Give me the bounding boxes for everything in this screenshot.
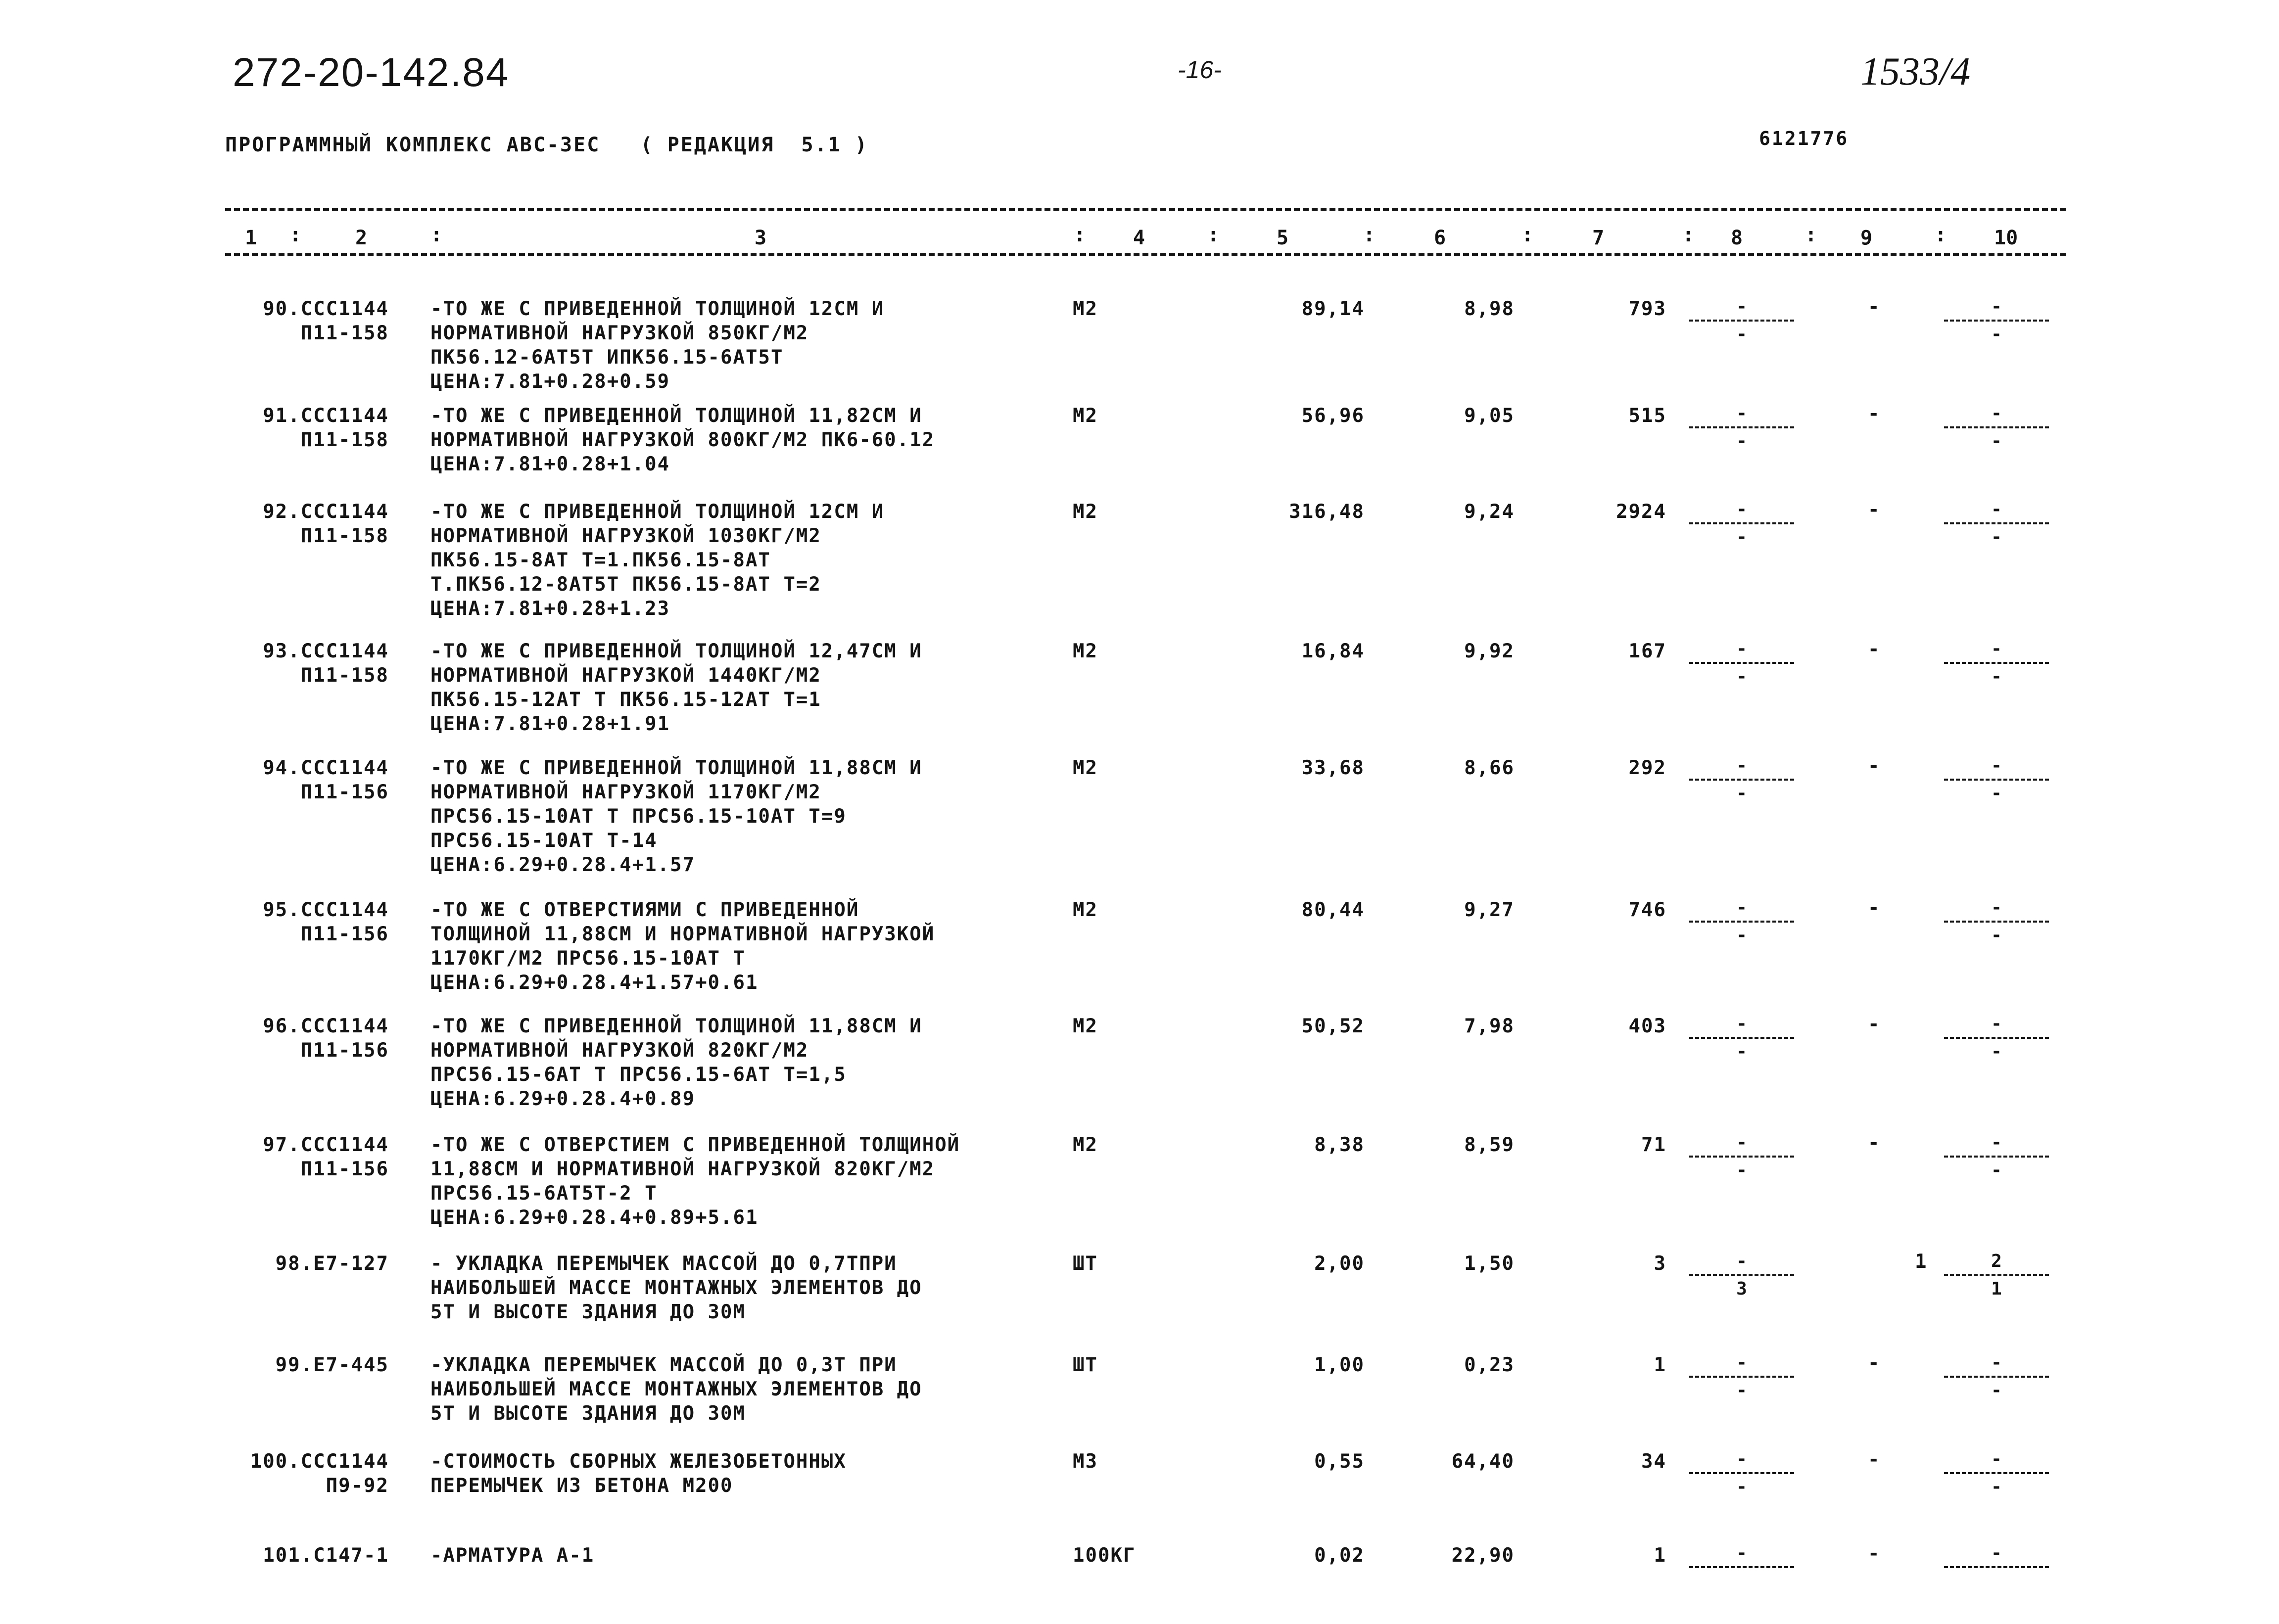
fraction-bar: [1689, 1566, 1794, 1568]
row-code: 97.ССС1144: [263, 1134, 389, 1156]
column-separator: :: [1074, 224, 1086, 246]
row-col8-top: -: [1736, 639, 1747, 659]
row-code: 96.ССС1144: [263, 1015, 389, 1037]
row-col10-fraction: [1937, 754, 2056, 805]
column-separator: :: [1363, 224, 1376, 246]
fraction-bar: [1689, 426, 1794, 428]
fraction-bar: [1944, 1472, 2049, 1474]
row-description-line: -ТО ЖЕ С ПРИВЕДЕННОЙ ТОЛЩИНОЙ 12СМ И: [430, 298, 885, 320]
row-description-line: -ТО ЖЕ С ПРИВЕДЕННОЙ ТОЛЩИНОЙ 12,47СМ И: [430, 640, 922, 662]
row-col10-fraction: [1937, 1250, 2056, 1301]
column-separator: :: [1521, 224, 1534, 246]
column-separator: :: [1805, 224, 1817, 246]
row-code: 101.С147-1: [263, 1544, 389, 1567]
row-col10-top: -: [1991, 897, 2002, 918]
row-unit: М2: [1073, 501, 1098, 523]
row-col8-bottom: -: [1736, 431, 1747, 451]
fraction-bar: [1944, 320, 2049, 322]
row-code: 100.ССС1144: [250, 1450, 389, 1473]
column-header-3: 3: [755, 227, 767, 249]
row-unit-price: 9,27: [1464, 899, 1515, 921]
fraction-bar: [1689, 662, 1794, 664]
row-description-line: ЦЕНА:7.81+0.28+1.23: [430, 598, 670, 620]
row-description-line: ЦЕНА:6.29+0.28.4+1.57+0.61: [430, 972, 759, 994]
column-header-6: 6: [1434, 227, 1446, 249]
fraction-bar: [1944, 1566, 2049, 1568]
fraction-bar: [1944, 522, 2049, 524]
row-description-line: 11,88СМ И НОРМАТИВНОЙ НАГРУЗКОЙ 820КГ/М2: [430, 1158, 935, 1180]
row-col8-fraction: [1682, 637, 1801, 689]
row-description-line: -УКЛАДКА ПЕРЕМЫЧЕК МАССОЙ ДО 0,3Т ПРИ: [430, 1354, 897, 1376]
row-description-line: НОРМАТИВНОЙ НАГРУЗКОЙ 1030КГ/М2: [430, 525, 821, 547]
row-col9: -: [1868, 638, 1881, 660]
row-description-line: 1170КГ/М2 ПРС56.15-10АТ Т: [430, 947, 746, 970]
row-description-line: НОРМАТИВНОЙ НАГРУЗКОЙ 1440КГ/М2: [430, 664, 821, 687]
row-col8-fraction: [1682, 1351, 1801, 1402]
row-col8-bottom: -: [1736, 1380, 1747, 1400]
row-col9: -: [1868, 499, 1881, 521]
row-col8-top: -: [1736, 1014, 1747, 1034]
row-col8-top: -: [1736, 403, 1747, 423]
row-total: 515: [1628, 405, 1666, 427]
page-number: -16-: [1178, 56, 1222, 84]
row-col10-fraction: [1937, 1351, 2056, 1402]
row-col10-bottom: -: [1991, 783, 2002, 803]
row-total: 71: [1641, 1134, 1666, 1156]
row-total: 292: [1628, 757, 1666, 779]
row-description-line: ЦЕНА:7.81+0.28+1.04: [430, 453, 670, 475]
row-code: 95.ССС1144: [263, 899, 389, 921]
row-col8-bottom: -: [1736, 1041, 1747, 1062]
row-col10-fraction: [1937, 1541, 2056, 1593]
row-unit: М2: [1073, 298, 1098, 320]
table-top-rule: [225, 208, 2066, 211]
row-quantity: 33,68: [1301, 757, 1365, 779]
row-total: 793: [1628, 298, 1666, 320]
row-code: 92.ССС1144: [263, 501, 389, 523]
row-unit: М2: [1073, 405, 1098, 427]
row-total: 167: [1628, 640, 1666, 662]
row-code: 98.Е7-127: [275, 1253, 389, 1275]
row-col10-top: 2: [1991, 1251, 2002, 1271]
row-description-line: ЦЕНА:7.81+0.28+0.59: [430, 371, 670, 393]
fraction-bar: [1944, 779, 2049, 781]
row-total: 1: [1654, 1544, 1666, 1567]
row-unit-price: 8,59: [1464, 1134, 1515, 1156]
row-col8-bottom: -: [1736, 1160, 1747, 1180]
row-description-line: НОРМАТИВНОЙ НАГРУЗКОЙ 850КГ/М2: [430, 322, 809, 344]
row-resource-code: П11-156: [300, 1039, 389, 1062]
row-col10-bottom: -: [1991, 1041, 2002, 1062]
row-col10-bottom: -: [1991, 1380, 2002, 1400]
row-unit: М2: [1073, 1134, 1098, 1156]
row-quantity: 50,52: [1301, 1015, 1365, 1037]
row-col10-bottom: -: [1991, 527, 2002, 547]
row-description-line: НОРМАТИВНОЙ НАГРУЗКОЙ 1170КГ/М2: [430, 781, 821, 803]
row-resource-code: П11-156: [300, 923, 389, 945]
row-unit: ШТ: [1073, 1253, 1098, 1275]
fraction-bar: [1689, 779, 1794, 781]
fraction-bar: [1689, 921, 1794, 923]
column-separator: :: [1207, 224, 1220, 246]
program-id: 6121776: [1759, 128, 1849, 149]
row-description-line: ЦЕНА:7.81+0.28+1.91: [430, 713, 670, 735]
row-description-line: ЦЕНА:6.29+0.28.4+0.89: [430, 1088, 696, 1110]
row-quantity: 80,44: [1301, 899, 1365, 921]
row-description-line: ПК56.15-8АТ Т=1.ПК56.15-8АТ: [430, 549, 771, 571]
row-quantity: 89,14: [1301, 298, 1365, 320]
row-description-line: ПРС56.15-6АТ5Т-2 Т: [430, 1182, 658, 1205]
row-description-line: ЦЕНА:6.29+0.28.4+1.57: [430, 854, 696, 876]
row-col10-bottom: -: [1991, 666, 2002, 687]
row-resource-code: П11-156: [300, 1158, 389, 1180]
row-unit: 100КГ: [1073, 1544, 1136, 1567]
row-resource-code: П9-92: [326, 1475, 389, 1497]
column-header-8: 8: [1731, 227, 1743, 249]
row-description-line: -ТО ЖЕ С ПРИВЕДЕННОЙ ТОЛЩИНОЙ 11,88СМ И: [430, 757, 922, 779]
row-unit-price: 9,92: [1464, 640, 1515, 662]
column-header-4: 4: [1133, 227, 1145, 249]
row-description-line: -ТО ЖЕ С ПРИВЕДЕННОЙ ТОЛЩИНОЙ 11,88СМ И: [430, 1015, 922, 1037]
row-unit-price: 22,90: [1451, 1544, 1515, 1567]
row-description-line: -ТО ЖЕ С ПРИВЕДЕННОЙ ТОЛЩИНОЙ 12СМ И: [430, 501, 885, 523]
document-code: 272-20-142.84: [233, 50, 510, 95]
fraction-bar: [1944, 921, 2049, 923]
fraction-bar: [1689, 1472, 1794, 1474]
fraction-bar: [1689, 1376, 1794, 1378]
row-col8-bottom: -: [1736, 666, 1747, 687]
row-unit-price: 8,98: [1464, 298, 1515, 320]
row-code: 93.ССС1144: [263, 640, 389, 662]
row-unit: М2: [1073, 640, 1098, 662]
row-col9: 1: [1915, 1251, 1928, 1273]
row-unit: М2: [1073, 1015, 1098, 1037]
row-unit-price: 9,24: [1464, 501, 1515, 523]
row-col8-bottom: -: [1736, 1477, 1747, 1497]
row-col8-bottom: -: [1736, 527, 1747, 547]
row-col8-bottom: -: [1736, 324, 1747, 344]
row-col10-bottom: 1: [1991, 1279, 2002, 1299]
row-col8-fraction: [1682, 402, 1801, 453]
row-col10-top: -: [1991, 403, 2002, 423]
column-header-1: 1: [245, 227, 257, 249]
row-col10-top: -: [1991, 1352, 2002, 1373]
column-header-10: 10: [1994, 227, 2018, 249]
row-description-line: -АРМАТУРА А-1: [430, 1544, 595, 1567]
row-unit: М2: [1073, 899, 1098, 921]
row-col10-bottom: -: [1991, 1160, 2002, 1180]
row-description-line: НОРМАТИВНОЙ НАГРУЗКОЙ 820КГ/М2: [430, 1039, 809, 1062]
row-col8-fraction: [1682, 1250, 1801, 1301]
row-col8-bottom: [1682, 1569, 1801, 1593]
fraction-bar: [1944, 662, 2049, 664]
row-code: 99.Е7-445: [275, 1354, 389, 1376]
table-header-rule: [225, 253, 2066, 256]
row-description-line: -СТОИМОСТЬ СБОРНЫХ ЖЕЛЕЗОБЕТОННЫХ: [430, 1450, 847, 1473]
row-col8-top: -: [1736, 296, 1747, 317]
row-col9: -: [1868, 1013, 1881, 1035]
row-col8-fraction: [1682, 498, 1801, 549]
row-total: 34: [1641, 1450, 1666, 1473]
fraction-bar: [1689, 1037, 1794, 1039]
row-total: 403: [1628, 1015, 1666, 1037]
row-col10-top: -: [1991, 1449, 2002, 1469]
row-col10-fraction: [1937, 1131, 2056, 1182]
row-col8-bottom: -: [1736, 925, 1747, 945]
column-header-7: 7: [1592, 227, 1605, 249]
row-col10-bottom: -: [1991, 431, 2002, 451]
row-col8-fraction: [1682, 754, 1801, 805]
fraction-bar: [1944, 1156, 2049, 1158]
row-description-line: 5Т И ВЫСОТЕ ЗДАНИЯ ДО 30М: [430, 1301, 746, 1323]
fraction-bar: [1689, 522, 1794, 524]
row-quantity: 1,00: [1314, 1354, 1365, 1376]
fraction-bar: [1944, 1274, 2049, 1276]
row-unit-price: 8,66: [1464, 757, 1515, 779]
row-description-line: НАИБОЛЬШЕЙ МАССЕ МОНТАЖНЫХ ЭЛЕМЕНТОВ ДО: [430, 1378, 922, 1400]
row-col10-fraction: [1937, 295, 2056, 346]
row-col10-fraction: [1937, 637, 2056, 689]
row-description-line: Т.ПК56.12-8АТ5Т ПК56.15-8АТ Т=2: [430, 573, 821, 596]
row-unit-price: 1,50: [1464, 1253, 1515, 1275]
row-description-line: 5Т И ВЫСОТЕ ЗДАНИЯ ДО 30М: [430, 1402, 746, 1425]
row-description-line: -ТО ЖЕ С ОТВЕРСТИЯМИ С ПРИВЕДЕННОЙ: [430, 899, 859, 921]
row-description-line: НОРМАТИВНОЙ НАГРУЗКОЙ 800КГ/М2 ПК6-60.12: [430, 429, 935, 451]
row-col10-fraction: [1937, 1447, 2056, 1499]
row-col8-top: -: [1736, 1132, 1747, 1153]
row-col9: -: [1868, 755, 1881, 777]
row-total: 3: [1654, 1253, 1666, 1275]
row-col10-fraction: [1937, 896, 2056, 947]
row-col9: -: [1868, 1352, 1881, 1374]
row-quantity: 2,00: [1314, 1253, 1365, 1275]
row-col8-fraction: [1682, 1541, 1801, 1593]
row-col10-top: -: [1991, 296, 2002, 317]
row-description-line: -ТО ЖЕ С ПРИВЕДЕННОЙ ТОЛЩИНОЙ 11,82СМ И: [430, 405, 922, 427]
row-col8-fraction: [1682, 896, 1801, 947]
column-separator: :: [1682, 224, 1695, 246]
row-col8-fraction: [1682, 1447, 1801, 1499]
row-col10-bottom: [1937, 1569, 2056, 1593]
row-col8-fraction: [1682, 1012, 1801, 1064]
column-separator: :: [1935, 224, 1947, 246]
fraction-bar: [1944, 1037, 2049, 1039]
row-col8-top: -: [1736, 1543, 1747, 1563]
row-col8-bottom: -: [1736, 783, 1747, 803]
row-col10-bottom: -: [1991, 1477, 2002, 1497]
row-quantity: 56,96: [1301, 405, 1365, 427]
row-col10-bottom: -: [1991, 324, 2002, 344]
row-description-line: ПЕРЕМЫЧЕК ИЗ БЕТОНА М200: [430, 1475, 733, 1497]
row-col10-fraction: [1937, 1012, 2056, 1064]
row-col9: -: [1868, 403, 1881, 425]
row-description-line: ПК56.15-12АТ Т ПК56.15-12АТ Т=1: [430, 689, 821, 711]
row-description-line: ПРС56.15-10АТ Т ПРС56.15-10АТ Т=9: [430, 805, 847, 828]
column-header-9: 9: [1860, 227, 1873, 249]
row-col10-top: -: [1991, 499, 2002, 519]
row-total: 1: [1654, 1354, 1666, 1376]
row-col9: -: [1868, 1132, 1881, 1154]
row-quantity: 316,48: [1289, 501, 1365, 523]
row-col9: -: [1868, 296, 1881, 318]
row-code: 90.ССС1144: [263, 298, 389, 320]
row-col8-top: -: [1736, 499, 1747, 519]
row-resource-code: П11-158: [300, 322, 389, 344]
row-col8-top: -: [1736, 1251, 1747, 1271]
fraction-bar: [1944, 426, 2049, 428]
row-col9: -: [1868, 1448, 1881, 1471]
row-col8-top: -: [1736, 1449, 1747, 1469]
row-col10-fraction: [1937, 402, 2056, 453]
row-unit: ШТ: [1073, 1354, 1098, 1376]
row-col10-fraction: [1937, 498, 2056, 549]
row-code: 94.ССС1144: [263, 757, 389, 779]
row-resource-code: П11-156: [300, 781, 389, 803]
row-col9: -: [1868, 897, 1881, 919]
row-unit-price: 64,40: [1451, 1450, 1515, 1473]
row-quantity: 0,55: [1314, 1450, 1365, 1473]
row-description-line: ТОЛЩИНОЙ 11,88СМ И НОРМАТИВНОЙ НАГРУЗКОЙ: [430, 923, 935, 945]
row-quantity: 8,38: [1314, 1134, 1365, 1156]
fraction-bar: [1689, 1156, 1794, 1158]
row-col10-top: -: [1991, 639, 2002, 659]
row-col10-bottom: -: [1991, 925, 2002, 945]
row-total: 746: [1628, 899, 1666, 921]
row-col8-top: -: [1736, 1352, 1747, 1373]
row-description-line: ЦЕНА:6.29+0.28.4+0.89+5.61: [430, 1206, 759, 1229]
fraction-bar: [1944, 1376, 2049, 1378]
row-resource-code: П11-158: [300, 429, 389, 451]
row-description-line: ПК56.12-6АТ5Т ИПК56.15-6АТ5Т: [430, 346, 784, 369]
row-unit: М3: [1073, 1450, 1098, 1473]
row-col8-top: -: [1736, 897, 1747, 918]
row-description-line: -ТО ЖЕ С ОТВЕРСТИЕМ С ПРИВЕДЕННОЙ ТОЛЩИНОЙ: [430, 1134, 960, 1156]
row-code: 91.ССС1144: [263, 405, 389, 427]
handwritten-reference: 1533/4: [1860, 50, 1971, 93]
row-unit-price: 0,23: [1464, 1354, 1515, 1376]
row-description-line: - УКЛАДКА ПЕРЕМЫЧЕК МАССОЙ ДО 0,7ТПРИ: [430, 1253, 897, 1275]
row-description-line: ПРС56.15-6АТ Т ПРС56.15-6АТ Т=1,5: [430, 1064, 847, 1086]
row-col10-top: -: [1991, 1543, 2002, 1563]
row-quantity: 16,84: [1301, 640, 1365, 662]
row-description-line: НАИБОЛЬШЕЙ МАССЕ МОНТАЖНЫХ ЭЛЕМЕНТОВ ДО: [430, 1277, 922, 1299]
row-col10-top: -: [1991, 1132, 2002, 1153]
column-header-5: 5: [1277, 227, 1289, 249]
row-col8-bottom: 3: [1736, 1279, 1747, 1299]
program-title: ПРОГРАММНЫЙ КОМПЛЕКС АВС-ЗЕС ( РЕДАКЦИЯ 5.1 ): [225, 134, 868, 156]
row-unit: М2: [1073, 757, 1098, 779]
fraction-bar: [1689, 1274, 1794, 1276]
row-col10-top: -: [1991, 1014, 2002, 1034]
row-unit-price: 7,98: [1464, 1015, 1515, 1037]
column-separator: :: [430, 224, 443, 246]
row-col8-fraction: [1682, 1131, 1801, 1182]
row-col8-fraction: [1682, 295, 1801, 346]
fraction-bar: [1689, 320, 1794, 322]
row-col10-top: -: [1991, 755, 2002, 776]
row-col8-top: -: [1736, 755, 1747, 776]
row-unit-price: 9,05: [1464, 405, 1515, 427]
row-description-line: ПРС56.15-10АТ Т-14: [430, 830, 658, 852]
row-col9: -: [1868, 1542, 1881, 1565]
row-total: 2924: [1616, 501, 1666, 523]
row-resource-code: П11-158: [300, 525, 389, 547]
column-separator: :: [289, 224, 302, 246]
row-quantity: 0,02: [1314, 1544, 1365, 1567]
row-resource-code: П11-158: [300, 664, 389, 687]
column-header-2: 2: [355, 227, 368, 249]
